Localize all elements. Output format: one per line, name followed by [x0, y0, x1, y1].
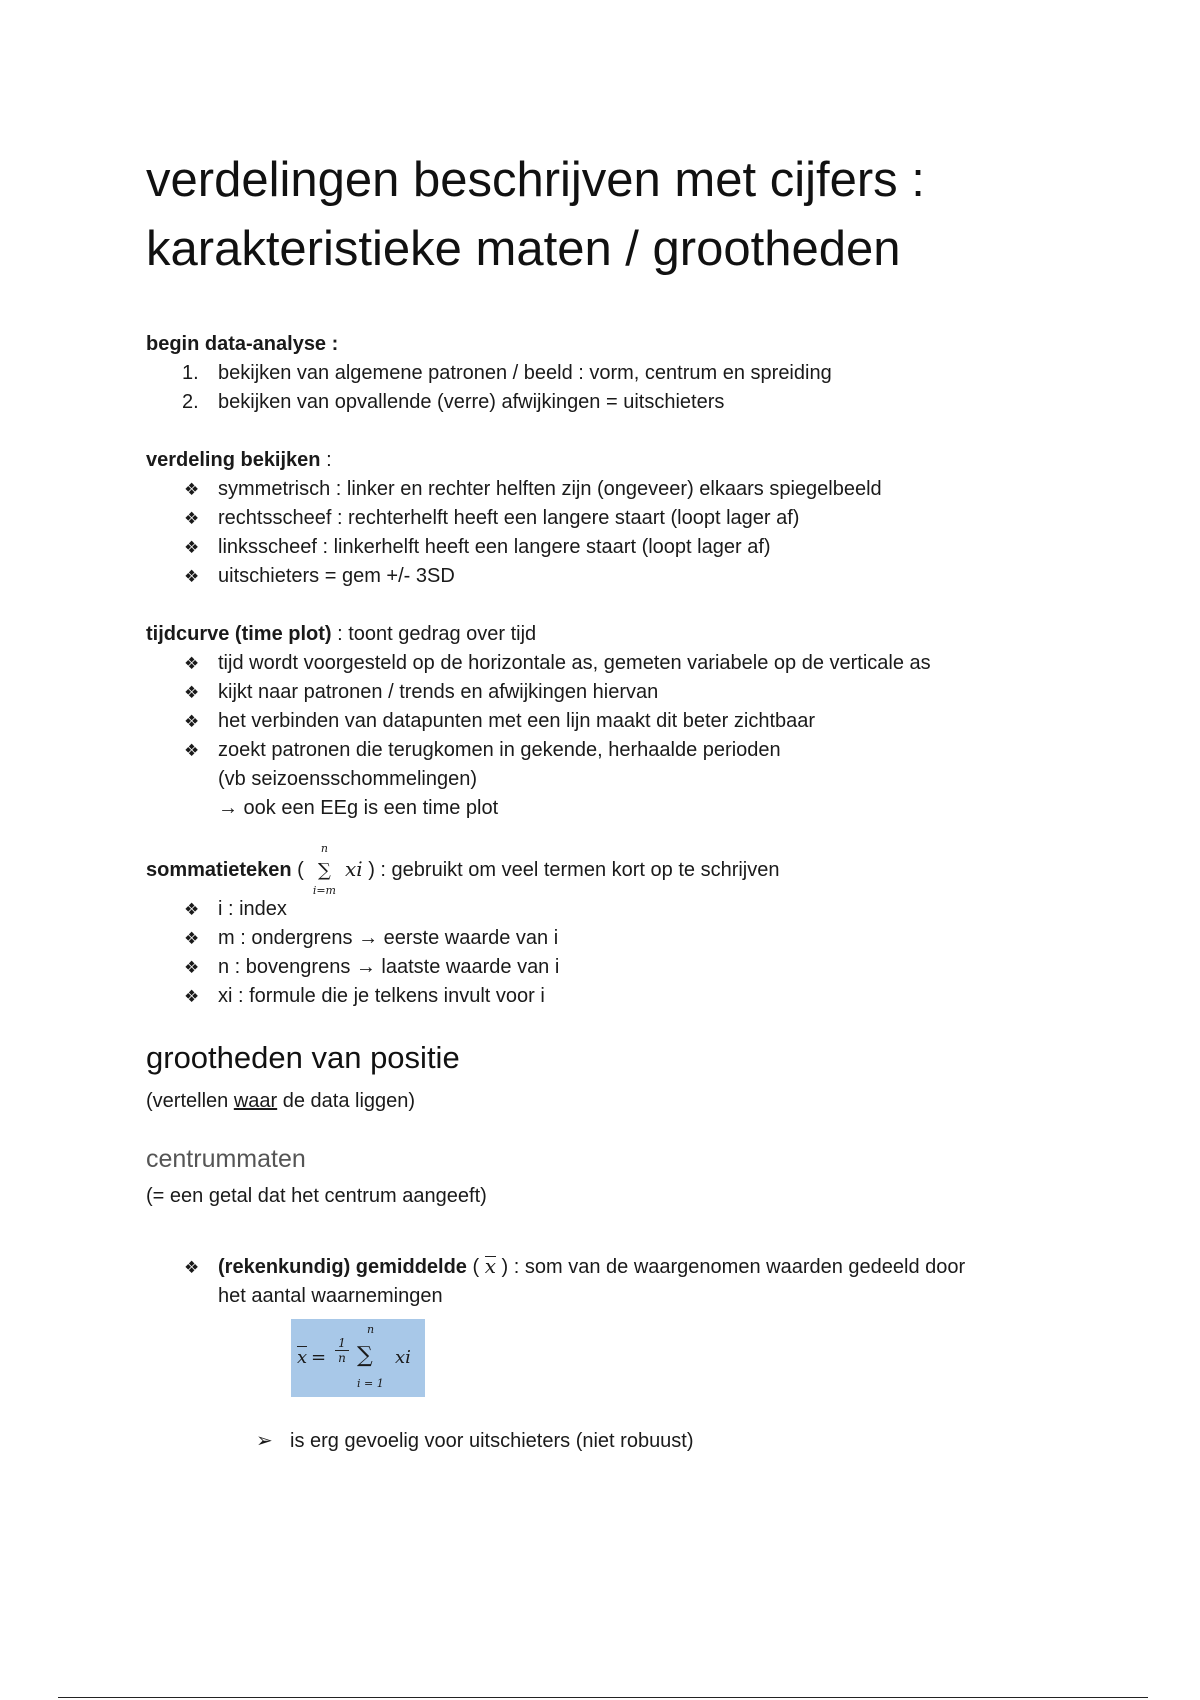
diamond-bullet-icon: ❖ — [184, 712, 200, 731]
list-item: ❖ zoekt patronen die terugkomen in gekende, herhaalde perioden (vb seizoensschommelingen) → ook een EEg is een time plot — [146, 736, 1076, 823]
list-item: ❖ xi : formule die je telkens invult voor i — [146, 982, 1076, 1011]
diamond-bullet-icon: ❖ — [184, 900, 200, 920]
positie-description: (vertellen waar de data liggen) — [146, 1090, 416, 1113]
begin-list — [146, 359, 1076, 417]
list-item: ❖ het verbinden van datapunten met een lijn maakt dit beter zichtbaar — [146, 707, 1076, 736]
list-item: ❖ m : ondergrens → eerste waarde van i — [146, 924, 1076, 953]
tijdcurve-list — [146, 649, 1076, 823]
som-list — [146, 895, 1076, 1011]
page-bottom-divider — [58, 1697, 1148, 1698]
mean-note: ➢ is erg gevoelig voor uitschieters (niet robuust) — [146, 1427, 1076, 1456]
list-item: ❖ symmetrisch : linker en rechter helften zijn (ongeveer) elkaars spiegelbeeld — [146, 475, 1076, 504]
diamond-bullet-icon: ❖ — [184, 929, 200, 949]
section-tijdcurve-heading: tijdcurve (time plot) : toont gedrag over tijd — [146, 623, 537, 645]
section-begin-heading: begin data-analyse : — [146, 333, 339, 355]
list-item: 1. bekijken van algemene patronen / beeld : vorm, centrum en spreiding — [182, 362, 832, 384]
diamond-bullet-icon: ❖ — [184, 509, 200, 528]
diamond-bullet-icon: ❖ — [184, 958, 200, 978]
list-item: ❖ kijkt naar patronen / trends en afwijkingen hiervan — [146, 678, 1076, 707]
diamond-bullet-icon: ❖ — [184, 987, 200, 1007]
document-page — [146, 146, 1076, 1456]
tijdcurve-eeg-note: → ook een EEg is een time plot — [218, 797, 499, 819]
sigma-icon: ∑ — [357, 1343, 373, 1369]
list-item: ❖ tijd wordt voorgesteld op de horizontale as, gemeten variabele op de verticale as — [146, 649, 1076, 678]
tijdcurve-example: (vb seizoensschommelingen) — [218, 768, 478, 790]
x-bar-symbol: x — [484, 1254, 496, 1279]
sigma-icon: n ∑ i=m — [312, 842, 336, 898]
section-positie-heading: grootheden van positie — [146, 1040, 460, 1076]
list-item: ❖ linksscheef : linkerhelft heeft een langere staart (loopt lager af) — [146, 533, 1076, 562]
mean-formula: x = $\frac{1}{n}$ n ∑ i = 1 xi — [291, 1319, 425, 1397]
section-verdeling-heading: verdeling bekijken : — [146, 449, 332, 471]
list-item: ❖ n : bovengrens → laatste waarde van i — [146, 953, 1076, 982]
verdeling-list — [146, 475, 1076, 591]
list-item: ❖ uitschieters = gem +/- 3SD — [146, 562, 1076, 591]
diamond-bullet-icon: ❖ — [184, 480, 200, 499]
diamond-bullet-icon: ❖ — [184, 567, 200, 586]
title-line-1: verdelingen beschrijven met cijfers : — [146, 153, 925, 207]
diamond-bullet-icon: ❖ — [184, 741, 200, 760]
list-item: ❖ i : index — [146, 895, 1076, 924]
diamond-bullet-icon: ❖ — [184, 1258, 200, 1278]
mean-list — [146, 1253, 1076, 1311]
section-centrummaten-heading: centrummaten — [146, 1145, 306, 1174]
list-item: 2. bekijken van opvallende (verre) afwijkingen = uitschieters — [182, 391, 725, 413]
title-line-2: karakteristieke maten / grootheden — [146, 222, 901, 276]
centrum-description: (= een getal dat het centrum aangeeft) — [146, 1185, 487, 1208]
list-item: ❖ rechtsscheef : rechterhelft heeft een langere staart (loopt lager af) — [146, 504, 1076, 533]
diamond-bullet-icon: ❖ — [184, 538, 200, 557]
diamond-bullet-icon: ❖ — [184, 683, 200, 702]
page-title — [146, 146, 1076, 284]
list-item: ❖ (rekenkundig) gemiddelde ( x ) : som van de waargenomen waarden gedeeld door het aantal waarnemingen — [184, 1254, 966, 1308]
diamond-bullet-icon: ❖ — [184, 654, 200, 673]
section-som-heading: sommatieteken ( n ∑ i=m xi ) : gebruikt om veel termen kort op te schrijven — [146, 842, 780, 898]
arrow-bullet-icon: ➢ — [256, 1430, 273, 1453]
